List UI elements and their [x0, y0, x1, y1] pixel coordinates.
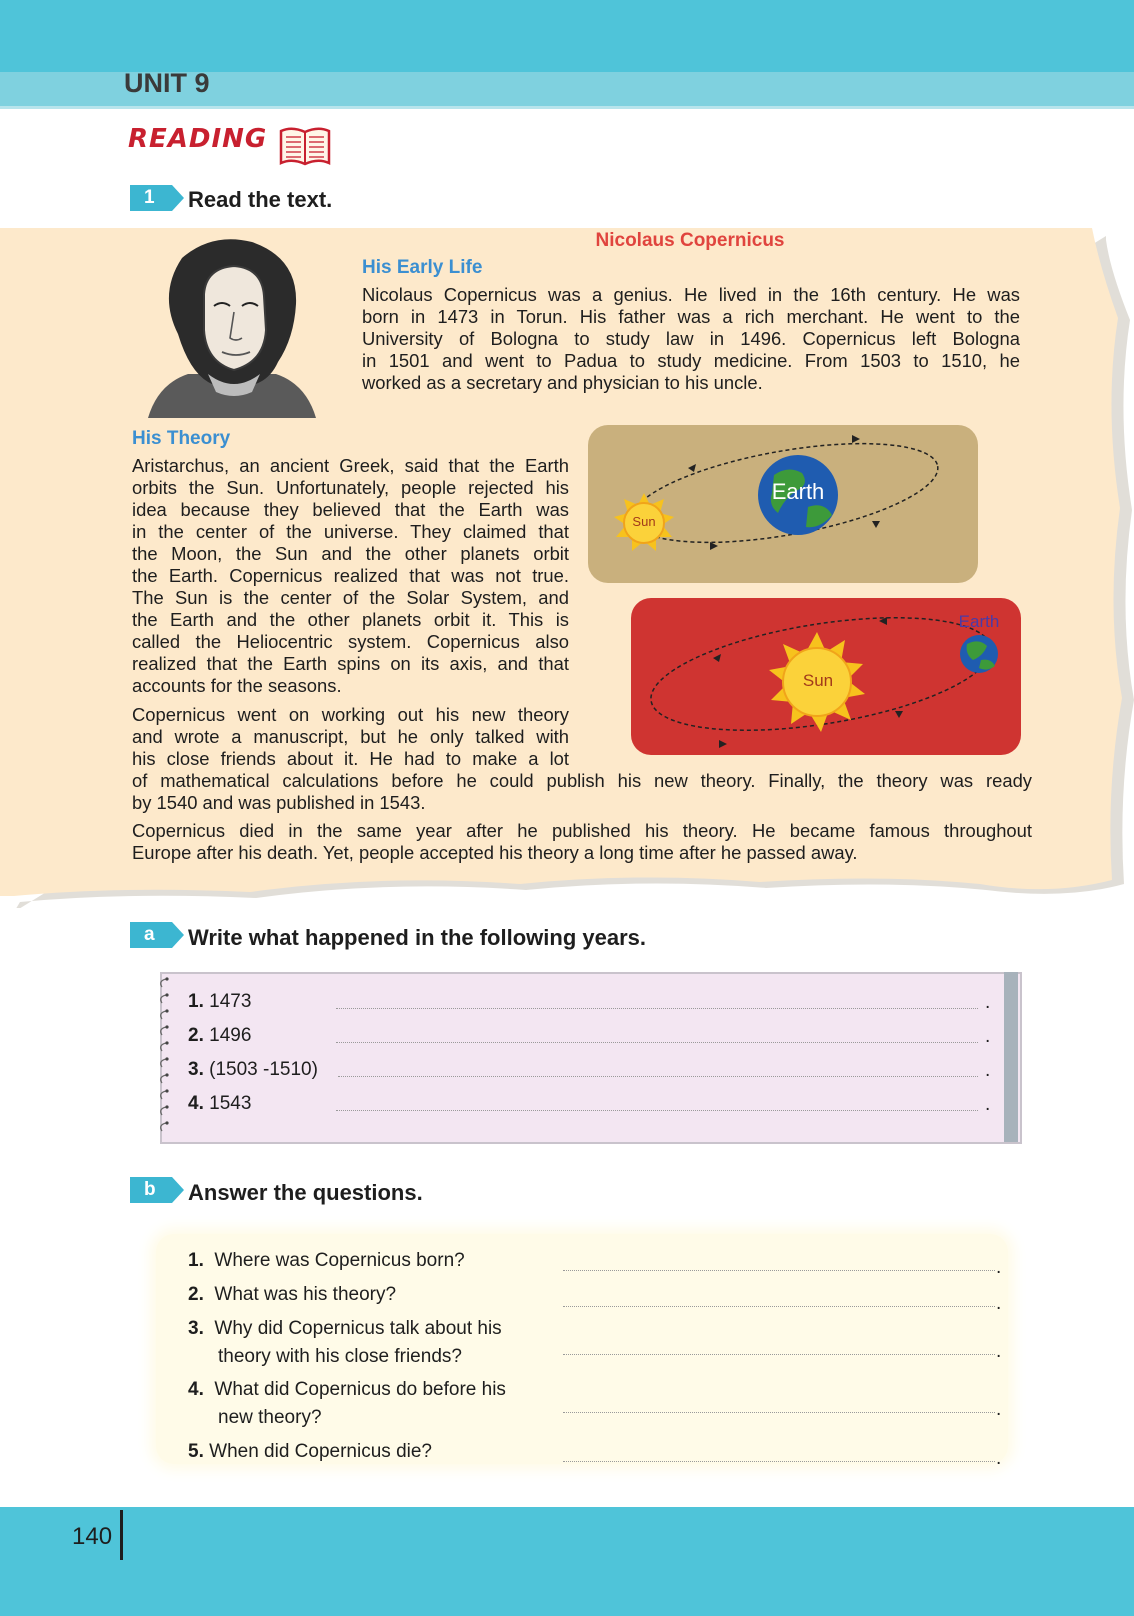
text-line: accounts for the seasons.	[132, 675, 342, 696]
page-number: 140	[72, 1523, 113, 1550]
question-text: What did Copernicus do before his	[214, 1379, 506, 1400]
text-line: the Moon, the Sun and the other planets orbit	[132, 543, 569, 564]
notebook-edge	[1004, 972, 1018, 1142]
answer-line-q1[interactable]	[563, 1270, 995, 1271]
question-number: 2.	[188, 1284, 204, 1305]
item-year: 1543	[209, 1093, 252, 1114]
page-number-divider	[120, 1510, 123, 1560]
story-title: Nicolaus Copernicus	[595, 230, 785, 251]
text-line: the Earth and the other planets orbit it. This is	[132, 609, 569, 630]
text-line: Copernicus died in the same year after he published his theory. He became famous throughout	[132, 820, 1032, 841]
manuscript-paragraph-end	[132, 770, 1032, 814]
exercise-instruction: Write what happened in the following years.	[188, 925, 646, 950]
early-life-paragraph	[362, 284, 1020, 394]
text-line: Europe after his death. Yet, people accepted his theory a long time after he passed away.	[132, 842, 858, 863]
question-number: 4.	[188, 1379, 204, 1400]
answer-line-3[interactable]	[338, 1076, 978, 1077]
item-year: (1503 -1510)	[209, 1059, 318, 1080]
answer-period: .	[996, 1341, 1002, 1362]
answer-item	[188, 1059, 318, 1081]
question-text: When did Copernicus die?	[209, 1441, 432, 1462]
text-line: Copernicus went on working out his new theory	[132, 704, 569, 725]
death-paragraph	[132, 820, 1032, 864]
section-title: READING	[128, 124, 268, 154]
question-text: What was his theory?	[214, 1284, 397, 1305]
text-line: in 1501 and went to Padua to study medicine. From 1503 to 1510, he	[362, 350, 1020, 371]
text-line: Aristarchus, an ancient Greek, said that the Earth	[132, 455, 569, 476]
exercise-number-badge: 1	[130, 185, 172, 211]
answer-line-4[interactable]	[336, 1110, 978, 1111]
answer-period: .	[985, 1094, 991, 1115]
question-text: Why did Copernicus talk about his	[214, 1318, 502, 1339]
answer-line-2[interactable]	[336, 1042, 978, 1043]
answer-period: .	[985, 1026, 991, 1047]
text-line: idea because they believed that the Earth was	[132, 499, 569, 520]
text-line: in the center of the universe. They claimed that	[132, 521, 569, 542]
item-number: 3.	[188, 1059, 204, 1080]
question-number: 3.	[188, 1318, 204, 1339]
text-line: the Earth. Copernicus realized that was not true.	[132, 565, 569, 586]
item-year: 1473	[209, 991, 252, 1012]
book-icon	[278, 125, 332, 167]
unit-label: UNIT 9	[124, 68, 210, 98]
question-item	[188, 1281, 396, 1309]
question-item	[188, 1438, 432, 1466]
spiral-binding	[156, 975, 170, 1135]
question-item	[188, 1247, 465, 1275]
exercise-instruction: Read the text.	[188, 187, 333, 212]
notebook-answer-box	[160, 972, 1022, 1144]
item-number: 1.	[188, 991, 204, 1012]
text-line: and wrote a manuscript, but he only talked with	[132, 726, 569, 747]
item-number: 4.	[188, 1093, 204, 1114]
early-life-heading: His Early Life	[362, 257, 483, 278]
text-line: worked as a secretary and physician to his uncle.	[362, 372, 763, 393]
earth-label: Earth	[958, 612, 1000, 631]
answer-period: .	[985, 1060, 991, 1081]
exercise-letter-badge: b	[130, 1177, 172, 1203]
text-line: The Sun is the center of the Solar System, and	[132, 587, 569, 608]
exercise-letter-badge: a	[130, 922, 172, 948]
answer-period: .	[985, 992, 991, 1013]
answer-line-1[interactable]	[336, 1008, 978, 1009]
question-number: 5.	[188, 1441, 204, 1462]
question-number: 1.	[188, 1250, 204, 1271]
text-line: by 1540 and was published in 1543.	[132, 792, 426, 813]
heliocentric-diagram	[631, 598, 1021, 755]
item-number: 2.	[188, 1025, 204, 1046]
sun-label: Sun	[802, 671, 834, 690]
item-year: 1496	[209, 1025, 252, 1046]
question-text-cont: theory with his close friends?	[218, 1346, 462, 1367]
answer-item	[188, 1093, 251, 1115]
answer-period: .	[996, 1399, 1002, 1420]
manuscript-paragraph-start	[132, 704, 569, 770]
geocentric-diagram	[588, 425, 978, 583]
question-item	[188, 1376, 506, 1404]
question-text: Where was Copernicus born?	[214, 1250, 465, 1271]
theory-heading: His Theory	[132, 428, 231, 449]
text-line: orbits the Sun. Unfortunately, people rejected his	[132, 477, 569, 498]
question-text-cont: new theory?	[218, 1407, 322, 1428]
text-line: of mathematical calculations before he could publish his new theory. Finally, the theory was ready	[132, 770, 1032, 791]
answer-item	[188, 1025, 251, 1047]
theory-paragraph	[132, 455, 569, 697]
text-line: born in 1473 in Torun. His father was a rich merchant. He went to the	[362, 306, 1020, 327]
text-line: his close friends about it. He had to make a lot	[132, 748, 569, 769]
text-line: Nicolaus Copernicus was a genius. He lived in the 16th century. He was	[362, 284, 1020, 305]
answer-line-q4[interactable]	[563, 1412, 995, 1413]
answer-item	[188, 991, 251, 1013]
copernicus-portrait	[148, 234, 316, 418]
answer-line-q2[interactable]	[563, 1306, 995, 1307]
earth-label: Earth	[771, 479, 825, 504]
answer-period: .	[996, 1257, 1002, 1278]
footer-band	[0, 1507, 1134, 1616]
answer-period: .	[996, 1448, 1002, 1469]
header-band	[0, 0, 1134, 72]
text-line: called the Heliocentric system. Copernicus also	[132, 631, 569, 652]
question-item	[188, 1315, 502, 1343]
answer-line-q3[interactable]	[563, 1354, 995, 1355]
exercise-instruction: Answer the questions.	[188, 1180, 423, 1205]
answer-line-q5[interactable]	[563, 1461, 995, 1462]
text-line: realized that the Earth spins on its axis, and that	[132, 653, 569, 674]
answer-period: .	[996, 1293, 1002, 1314]
text-line: University of Bologna to study law in 1496. Copernicus left Bologna	[362, 328, 1020, 349]
sun-label: Sun	[632, 514, 656, 529]
